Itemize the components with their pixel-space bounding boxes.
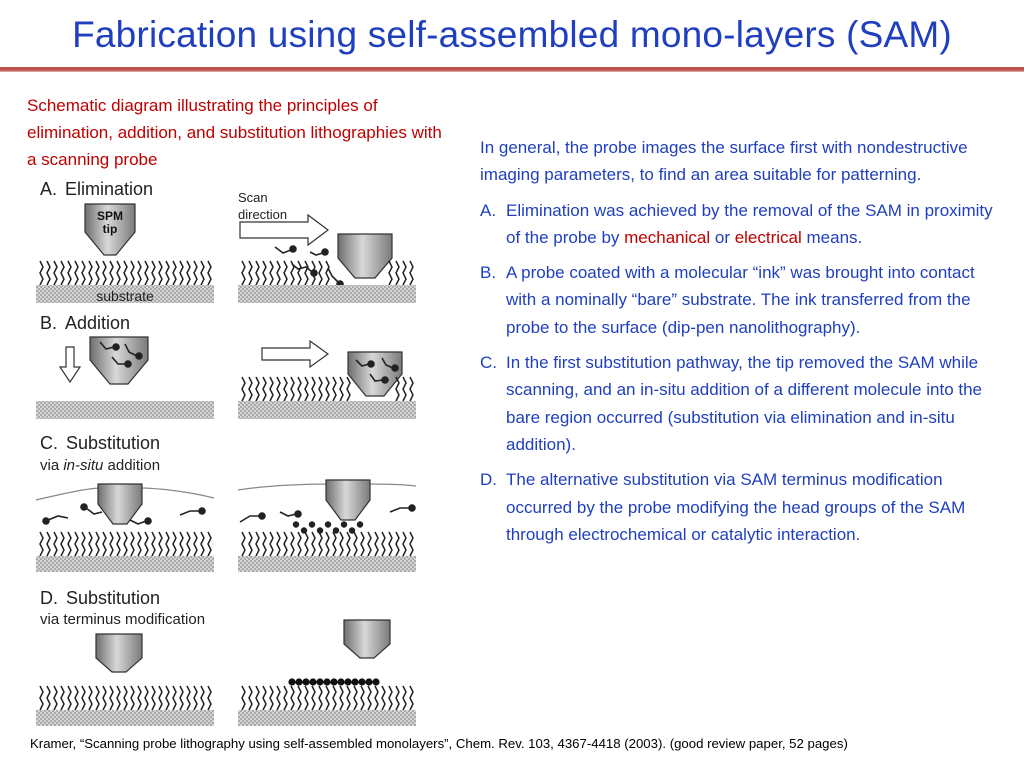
liquid-meniscus	[138, 488, 214, 498]
new-head-group	[317, 527, 323, 533]
modified-head-group	[337, 678, 344, 685]
sam-molecule	[68, 532, 71, 556]
sam-molecule	[152, 532, 155, 556]
sam-molecule	[410, 532, 413, 556]
sam-molecule	[47, 686, 50, 710]
sam-molecule	[124, 686, 127, 710]
sam-molecule	[396, 532, 399, 556]
sam-molecule	[396, 261, 399, 285]
sam-molecule	[354, 532, 357, 556]
sam-layer	[40, 532, 211, 556]
substrate	[36, 556, 214, 572]
liquid-meniscus	[366, 484, 416, 486]
sam-molecule	[208, 686, 211, 710]
list-item-text: In the first substitution pathway, the tip removed the SAM while scanning, and an in-situ addition of a different molecule into the bare region occurred (substitution via elimination and in-situ addition).	[506, 353, 982, 454]
sam-molecule	[82, 261, 85, 285]
sam-molecule	[75, 261, 78, 285]
sam-molecule	[145, 532, 148, 556]
sam-molecule	[249, 261, 252, 285]
sam-molecule	[347, 377, 350, 401]
spm-tip	[98, 484, 142, 524]
list-item-d	[480, 466, 995, 548]
sam-molecule	[110, 261, 113, 285]
list-item-b	[480, 259, 995, 341]
sam-molecule	[347, 686, 350, 710]
modified-head-group	[372, 678, 379, 685]
sam-layer	[242, 532, 413, 556]
sam-molecule	[54, 686, 57, 710]
modified-head-group	[316, 678, 323, 685]
sam-molecule	[173, 532, 176, 556]
liquid-meniscus	[36, 488, 102, 500]
sam-molecule	[138, 532, 141, 556]
sam-molecule	[340, 686, 343, 710]
sam-molecule	[54, 532, 57, 556]
new-head-group	[349, 527, 355, 533]
sam-molecule	[312, 377, 315, 401]
sam-molecule	[159, 261, 162, 285]
sam-molecule	[249, 377, 252, 401]
sam-molecule	[256, 686, 259, 710]
sam-molecule	[89, 532, 92, 556]
sam-molecule	[131, 532, 134, 556]
down-arrow-icon	[60, 347, 80, 382]
panel-c-title: C. Substitution	[40, 433, 161, 453]
sam-molecule	[256, 532, 259, 556]
spm-tip	[96, 634, 142, 672]
sam-molecule	[187, 261, 190, 285]
sam-layer	[242, 261, 413, 285]
list-marker: B.	[480, 263, 497, 283]
substrate-label: substrate	[96, 288, 154, 304]
sam-molecule	[110, 686, 113, 710]
sam-molecule	[361, 686, 364, 710]
sam-molecule	[117, 261, 120, 285]
sam-molecule	[96, 532, 99, 556]
sam-molecule	[333, 686, 336, 710]
new-sam-molecules	[293, 521, 363, 533]
sam-molecule	[40, 261, 43, 285]
sam-molecule	[368, 532, 371, 556]
sam-molecule	[319, 532, 322, 556]
substrate	[238, 401, 416, 419]
sam-molecule	[333, 532, 336, 556]
sam-molecule	[82, 686, 85, 710]
sam-molecule	[340, 532, 343, 556]
sam-molecule	[124, 261, 127, 285]
sam-molecule	[138, 686, 141, 710]
sam-molecule	[298, 532, 301, 556]
sam-molecule	[403, 532, 406, 556]
spm-tip	[338, 234, 392, 278]
sam-molecule	[305, 532, 308, 556]
modified-head-group	[365, 678, 372, 685]
svg-text:tip: tip	[102, 222, 118, 236]
sam-molecule	[389, 686, 392, 710]
sam-molecule	[410, 261, 413, 285]
sam-molecule	[201, 686, 204, 710]
sam-molecule	[277, 686, 280, 710]
sam-molecule	[242, 532, 245, 556]
sam-molecule	[270, 532, 273, 556]
spm-tip	[344, 620, 390, 658]
modified-head-group	[358, 678, 365, 685]
sam-molecule	[291, 686, 294, 710]
modified-head-group	[295, 678, 302, 685]
scan-arrow-icon	[262, 341, 328, 367]
sam-molecule	[187, 532, 190, 556]
sam-molecule	[326, 686, 329, 710]
panel-c-subtitle: via in-situ addition	[40, 457, 161, 474]
sam-molecule	[131, 686, 134, 710]
modified-head-group	[302, 678, 309, 685]
sam-molecule	[180, 532, 183, 556]
sam-molecule	[75, 532, 78, 556]
sam-molecule	[270, 686, 273, 710]
sam-molecule	[249, 686, 252, 710]
sam-molecule	[256, 377, 259, 401]
sam-molecule	[103, 532, 106, 556]
sam-molecule	[382, 532, 385, 556]
sam-molecule	[40, 532, 43, 556]
highlight-mechanical: mechanical	[624, 227, 711, 247]
sam-molecule	[131, 261, 134, 285]
sam-molecule	[249, 532, 252, 556]
sam-molecule	[117, 686, 120, 710]
sam-molecule	[61, 261, 64, 285]
sam-molecule	[96, 686, 99, 710]
new-head-group	[333, 527, 339, 533]
sam-molecule	[375, 686, 378, 710]
sam-molecule	[194, 261, 197, 285]
substrate	[238, 285, 416, 303]
sam-molecule	[291, 261, 294, 285]
sam-molecule	[47, 261, 50, 285]
sam-molecule	[263, 377, 266, 401]
liquid-meniscus	[238, 484, 330, 490]
new-head-group	[341, 521, 347, 527]
sam-molecule	[173, 261, 176, 285]
sam-molecule	[263, 532, 266, 556]
sam-molecule	[152, 261, 155, 285]
sam-molecule	[194, 686, 197, 710]
sam-molecule	[40, 686, 43, 710]
figure-caption: Schematic diagram illustrating the principles of elimination, addition, and substitution lithographies with a scanning probe	[27, 96, 442, 169]
sam-molecule	[242, 686, 245, 710]
sam-molecule	[410, 377, 413, 401]
sam-molecule	[124, 532, 127, 556]
sam-molecule	[173, 686, 176, 710]
svg-text:SPM: SPM	[96, 209, 124, 223]
sam-molecule	[396, 686, 399, 710]
sam-molecule	[277, 532, 280, 556]
list-marker: D.	[480, 470, 497, 490]
sam-molecule	[89, 686, 92, 710]
scan-label: Scan	[238, 190, 268, 205]
list-item-c	[480, 349, 995, 458]
removed-molecules	[275, 246, 343, 287]
sam-molecule	[361, 532, 364, 556]
sam-molecule	[166, 532, 169, 556]
sam-molecule	[410, 686, 413, 710]
substrate	[36, 710, 214, 726]
inked-tip	[348, 352, 402, 396]
sam-molecule	[340, 377, 343, 401]
sam-molecule	[291, 532, 294, 556]
sam-molecule	[277, 261, 280, 285]
sam-molecule	[305, 377, 308, 401]
sam-molecule	[319, 261, 322, 285]
sam-molecule	[145, 686, 148, 710]
sam-layer	[242, 686, 413, 710]
sam-molecule	[312, 686, 315, 710]
panel-d	[36, 588, 416, 726]
sam-molecule	[263, 261, 266, 285]
panel-b	[36, 313, 416, 419]
new-head-group	[293, 521, 299, 527]
new-head-group	[309, 521, 315, 527]
panel-b-title: B. Addition	[40, 313, 131, 333]
sam-molecule	[159, 532, 162, 556]
list-item-text: Elimination was achieved by the removal of the SAM in proximity of the probe by mechanical or electrical means.	[506, 200, 993, 247]
intro-paragraph: In general, the probe images the surface first with nondestructive imaging parameters, to find an area suitable for patterning.	[480, 138, 968, 185]
list-marker: A.	[480, 200, 497, 220]
new-head-group	[357, 521, 363, 527]
sam-molecule	[145, 261, 148, 285]
sam-molecule	[180, 261, 183, 285]
modified-head-group	[351, 678, 358, 685]
modified-head-group	[330, 678, 337, 685]
sam-molecule	[270, 377, 273, 401]
citation-reference: Kramer, “Scanning probe lithography using self-assembled monolayers”, Chem. Rev. 103, 4367-4418 (2003). (good review paper, 52 pages)	[30, 736, 848, 751]
panel-a	[36, 179, 416, 304]
sam-molecule	[103, 261, 106, 285]
sam-molecule	[138, 261, 141, 285]
sam-molecule	[75, 686, 78, 710]
sam-molecule	[389, 261, 392, 285]
list-item-text: A probe coated with a molecular “ink” was brought into contact with a nominally “bare” substrate. The ink transferred from the probe to the surface (dip-pen nanolithography).	[506, 263, 975, 337]
sam-molecule	[403, 261, 406, 285]
sam-molecule	[389, 532, 392, 556]
panel-d-title: D. Substitution	[40, 588, 161, 608]
sam-molecule	[326, 377, 329, 401]
sam-molecule	[333, 377, 336, 401]
sam-molecule	[319, 686, 322, 710]
sam-molecule	[382, 686, 385, 710]
modified-head-group	[323, 678, 330, 685]
modified-head-group	[309, 678, 316, 685]
explanation-text	[480, 134, 995, 556]
sam-molecule	[326, 261, 329, 285]
sam-molecule	[284, 377, 287, 401]
sam-molecule	[159, 686, 162, 710]
panel-a-title: A. Elimination	[40, 179, 154, 199]
panel-d-subtitle: via terminus modification	[40, 611, 206, 628]
sam-molecule	[284, 686, 287, 710]
sam-molecule	[403, 686, 406, 710]
sam-molecule	[208, 532, 211, 556]
sam-lithography-schematic	[30, 172, 460, 732]
list-item-a	[480, 197, 995, 252]
new-head-group	[301, 527, 307, 533]
sam-molecule	[208, 261, 211, 285]
sam-molecule	[368, 686, 371, 710]
spm-tip	[326, 480, 370, 520]
highlight-electrical: electrical	[734, 227, 802, 247]
sam-molecule	[305, 686, 308, 710]
sam-molecule	[242, 377, 245, 401]
substrate	[238, 556, 416, 572]
sam-molecule	[305, 261, 308, 285]
new-head-group	[325, 521, 331, 527]
sam-molecule	[347, 532, 350, 556]
sam-molecule	[284, 532, 287, 556]
sam-molecule	[89, 261, 92, 285]
sam-molecule	[61, 686, 64, 710]
sam-layer	[40, 261, 211, 285]
sam-molecule	[201, 532, 204, 556]
sam-molecule	[103, 686, 106, 710]
slide-title: Fabrication using self-assembled mono-layers (SAM)	[72, 14, 952, 55]
spm-tip	[85, 204, 135, 255]
sam-molecule	[298, 377, 301, 401]
panel-c	[36, 433, 416, 572]
sam-molecule	[54, 261, 57, 285]
substrate	[36, 401, 214, 419]
sam-molecule	[298, 261, 301, 285]
sam-molecule	[312, 532, 315, 556]
sam-molecule	[298, 686, 301, 710]
sam-molecule	[256, 261, 259, 285]
sam-molecule	[117, 532, 120, 556]
title-divider	[0, 67, 1024, 72]
sam-molecule	[291, 377, 294, 401]
sam-molecule	[166, 686, 169, 710]
sam-molecule	[152, 686, 155, 710]
sam-molecule	[68, 686, 71, 710]
sam-molecule	[375, 532, 378, 556]
scan-direction-label: direction	[238, 207, 288, 222]
sam-molecule	[242, 261, 245, 285]
sam-molecule	[319, 377, 322, 401]
sam-molecule	[326, 532, 329, 556]
sam-layer	[40, 686, 211, 710]
sam-molecule	[68, 261, 71, 285]
substrate	[238, 710, 416, 726]
list-marker: C.	[480, 353, 497, 373]
sam-molecule	[110, 532, 113, 556]
sam-molecule	[270, 261, 273, 285]
sam-molecule	[47, 532, 50, 556]
modified-head-groups	[288, 678, 379, 685]
sam-molecule	[194, 532, 197, 556]
sam-molecule	[403, 377, 406, 401]
list-item-text: The alternative substitution via SAM terminus modification occurred by the probe modifying the head groups of the SAM through electrochemical or catalytic interaction.	[506, 470, 966, 544]
sam-molecule	[61, 532, 64, 556]
inked-tip	[90, 337, 148, 384]
sam-molecule	[263, 686, 266, 710]
sam-molecule	[284, 261, 287, 285]
sam-molecule	[187, 686, 190, 710]
sam-molecule	[166, 261, 169, 285]
sam-molecule	[354, 686, 357, 710]
sam-molecule	[201, 261, 204, 285]
sam-molecule	[277, 377, 280, 401]
modified-head-group	[288, 678, 295, 685]
modified-head-group	[344, 678, 351, 685]
sam-molecule	[180, 686, 183, 710]
sam-molecule	[96, 261, 99, 285]
sam-molecule	[82, 532, 85, 556]
